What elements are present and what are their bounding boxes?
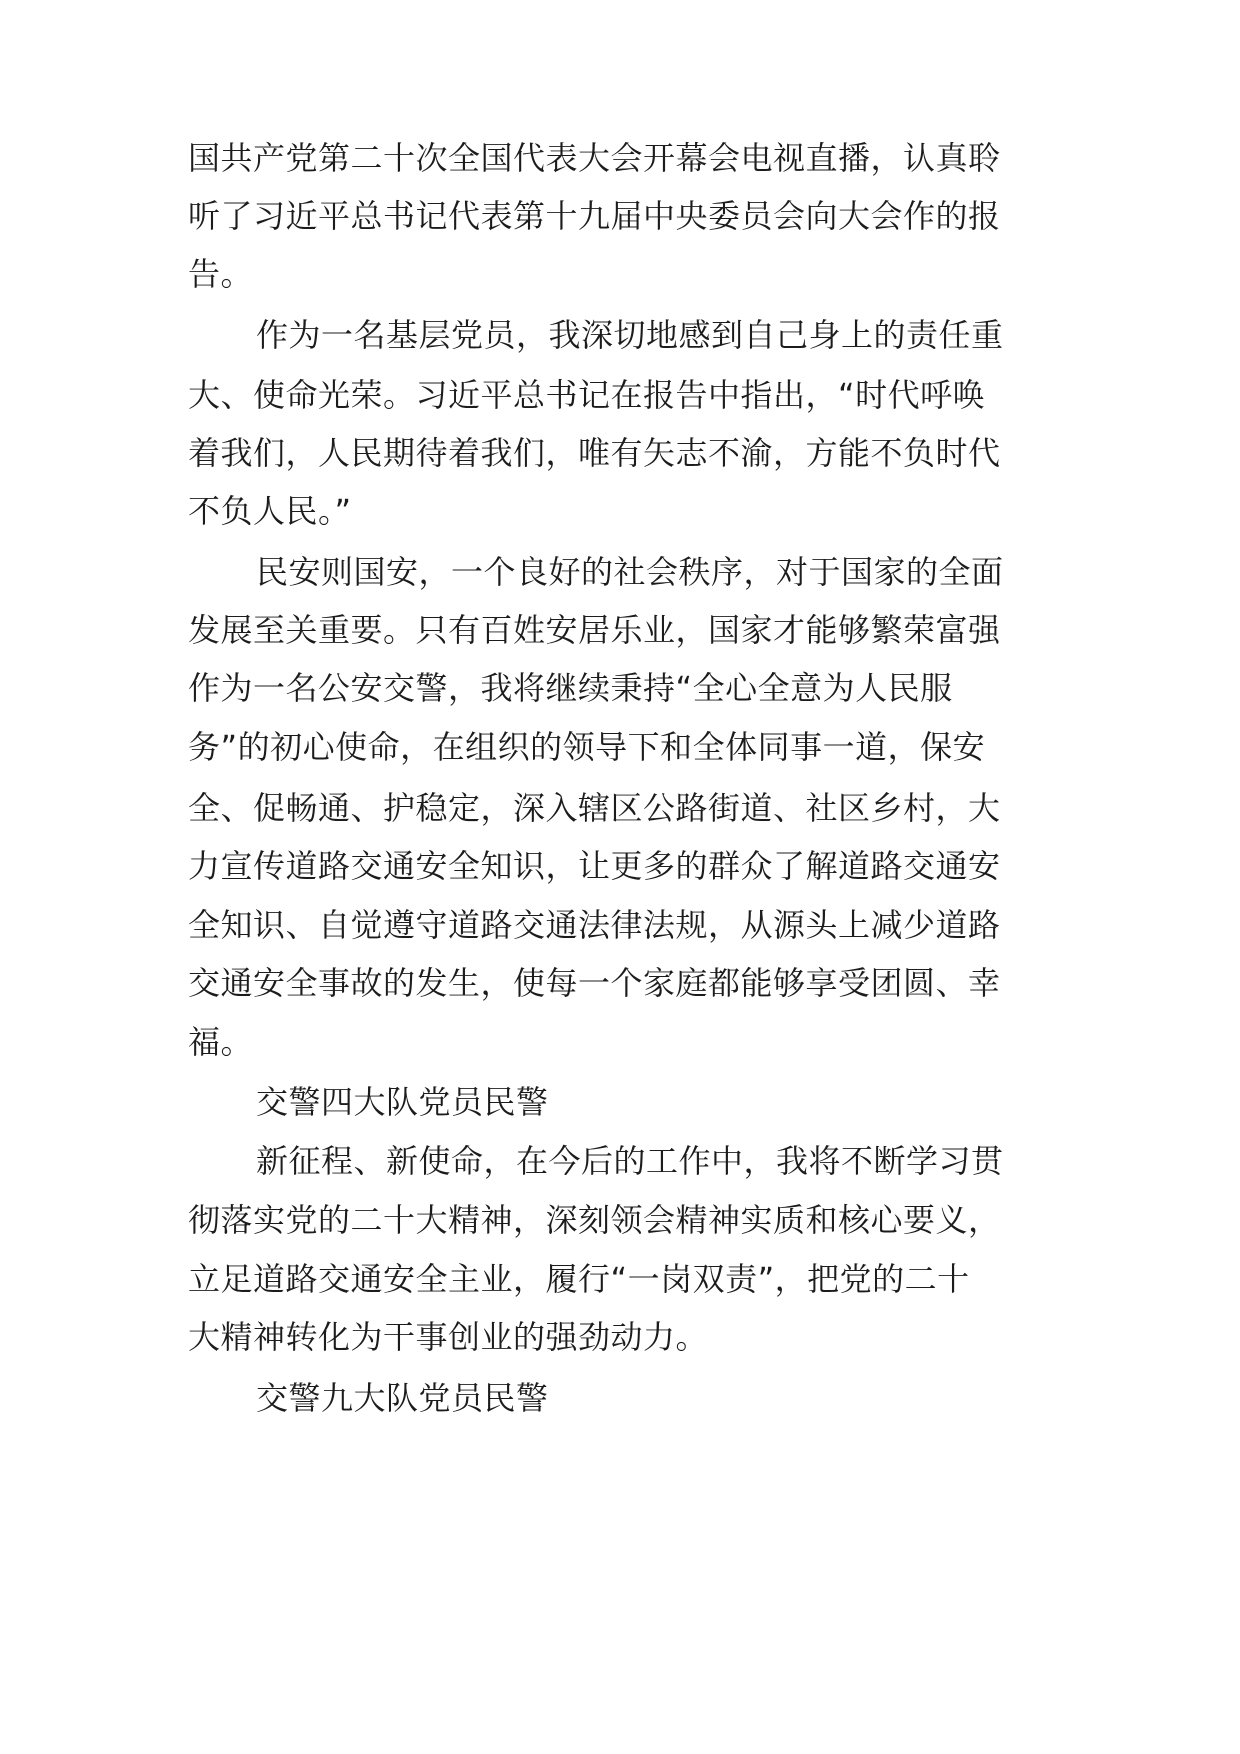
- body-line: 福。: [188, 1023, 254, 1061]
- paragraph-first-line: 民安则国安，一个良好的社会秩序，对于国家的全面: [256, 553, 1004, 591]
- body-line: 大、使命光荣。习近平总书记在报告中指出，“时代呼唤: [188, 376, 986, 414]
- body-line: 不负人民。”: [188, 492, 352, 530]
- signature-line: 交警四大队党员民警: [256, 1083, 549, 1121]
- body-line: 告。: [188, 255, 254, 293]
- body-line: 全、促畅通、护稳定，深入辖区公路街道、社区乡村，大: [188, 789, 1001, 827]
- body-line: 务”的初心使命，在组织的领导下和全体同事一道，保安: [188, 728, 986, 766]
- signature-line: 交警九大队党员民警: [256, 1379, 549, 1417]
- body-line: 力宣传道路交通安全知识，让更多的群众了解道路交通安: [188, 847, 1001, 885]
- body-line: 着我们，人民期待着我们，唯有矢志不渝，方能不负时代: [188, 434, 1001, 472]
- paragraph-first-line: 作为一名基层党员，我深切地感到自己身上的责任重: [256, 316, 1004, 354]
- body-line: 大精神转化为干事创业的强劲动力。: [188, 1318, 709, 1356]
- body-line: 国共产党第二十次全国代表大会开幕会电视直播，认真聆: [188, 139, 1001, 177]
- body-line: 发展至关重要。只有百姓安居乐业，国家才能够繁荣富强: [188, 611, 1001, 649]
- body-line: 听了习近平总书记代表第十九届中央委员会向大会作的报: [188, 197, 1001, 235]
- body-line: 作为一名公安交警，我将继续秉持“全心全意为人民服: [188, 669, 953, 707]
- body-line: 立足道路交通安全主业，履行“一岗双责”，把党的二十: [188, 1260, 970, 1298]
- body-line: 全知识、自觉遵守道路交通法律法规，从源头上减少道路: [188, 906, 1001, 944]
- body-line: 彻落实党的二十大精神，深刻领会精神实质和核心要义，: [188, 1201, 1001, 1239]
- paragraph-first-line: 新征程、新使命，在今后的工作中，我将不断学习贯: [256, 1142, 1004, 1180]
- body-line: 交通安全事故的发生，使每一个家庭都能够享受团圆、幸: [188, 964, 1001, 1002]
